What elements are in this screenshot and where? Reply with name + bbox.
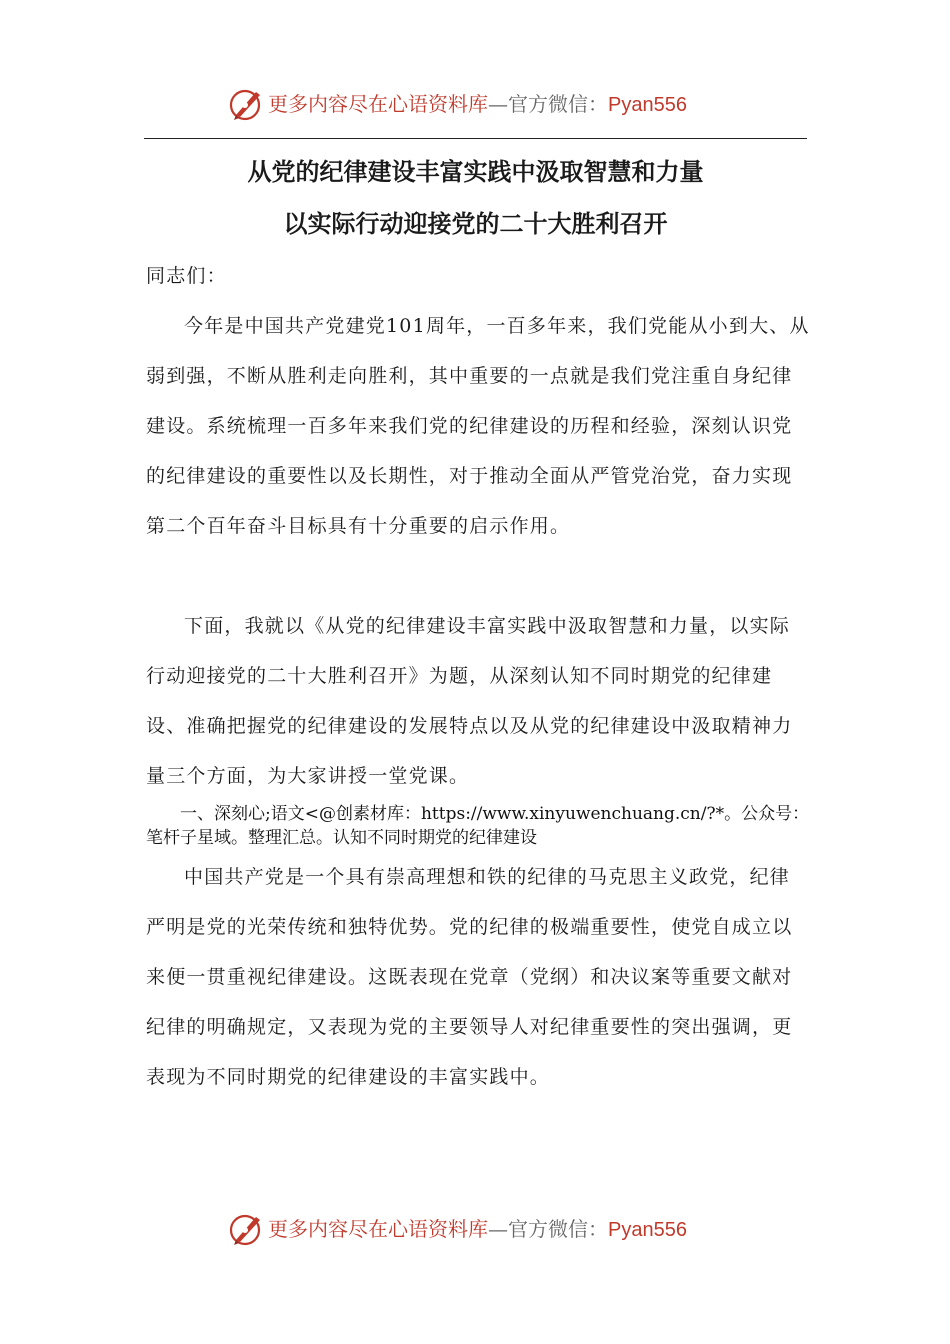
pen-in-circle-icon bbox=[226, 84, 266, 124]
pen-in-circle-icon bbox=[226, 1209, 266, 1249]
paragraph-1: 今年是中国共产党建党101周年，一百多年来，我们党能从小到大、从弱到强，不断从胜利走向胜利，其中重要的一点就是我们党注重自身纪律建设。系统梳理一百多年来我们党的纪律建设的历程和经验，深刻认识党的纪律建设的重要性以及长期性，对于推动全面从严管党治党，奋力实现第二个百年奋斗目标具有十分重要的启示作用。 bbox=[146, 315, 810, 537]
paragraph-2: 下面，我就以《从党的纪律建设丰富实践中汲取智慧和力量，以实际行动迎接党的二十大胜利召开》为题，从深刻认知不同时期党的纪律建设、准确把握党的纪律建设的发展特点以及从党的纪律建设中汲取精神力量三个方面，为大家讲授一堂党课。 bbox=[146, 615, 793, 787]
section-heading-1: 一、深刻心;语文<@创素材库：https://www.xinyuwenchuang.cn/?*。公众号：笔杆子星域。整理汇总。认知不同时期党的纪律建设 bbox=[146, 804, 810, 848]
watermark-wechat-id: Pyan556 bbox=[608, 1219, 687, 1241]
document-title-line-1: 从党的纪律建设丰富实践中汲取智慧和力量 bbox=[247, 158, 704, 186]
salutation: 同志们： bbox=[146, 265, 227, 287]
paragraph-3: 中国共产党是一个具有崇高理想和铁的纪律的马克思主义政党，纪律严明是党的光荣传统和独特优势。党的纪律的极端重要性，使党自成立以来便一贯重视纪律建设。这既表现在党章（党纲）和决议案等重要文献对纪律的明确规定，又表现为党的主要领导人对纪律重要性的突出强调，更表现为不同时期党的纪律建设的丰富实践中。 bbox=[146, 866, 793, 1088]
watermark-brand: 更多内容尽在心语资料库 bbox=[268, 92, 488, 116]
watermark-separator: —官方微信： bbox=[488, 1217, 608, 1241]
watermark-text bbox=[268, 1213, 687, 1246]
watermark-separator: —官方微信： bbox=[488, 92, 608, 116]
watermark-wechat-id: Pyan556 bbox=[608, 94, 687, 116]
document-title-line-2: 以实际行动迎接党的二十大胜利召开 bbox=[283, 210, 668, 238]
watermark-text bbox=[268, 88, 687, 121]
header-divider bbox=[144, 138, 807, 139]
header-watermark bbox=[0, 80, 950, 130]
footer-watermark bbox=[0, 1205, 950, 1255]
watermark-brand: 更多内容尽在心语资料库 bbox=[268, 1217, 488, 1241]
